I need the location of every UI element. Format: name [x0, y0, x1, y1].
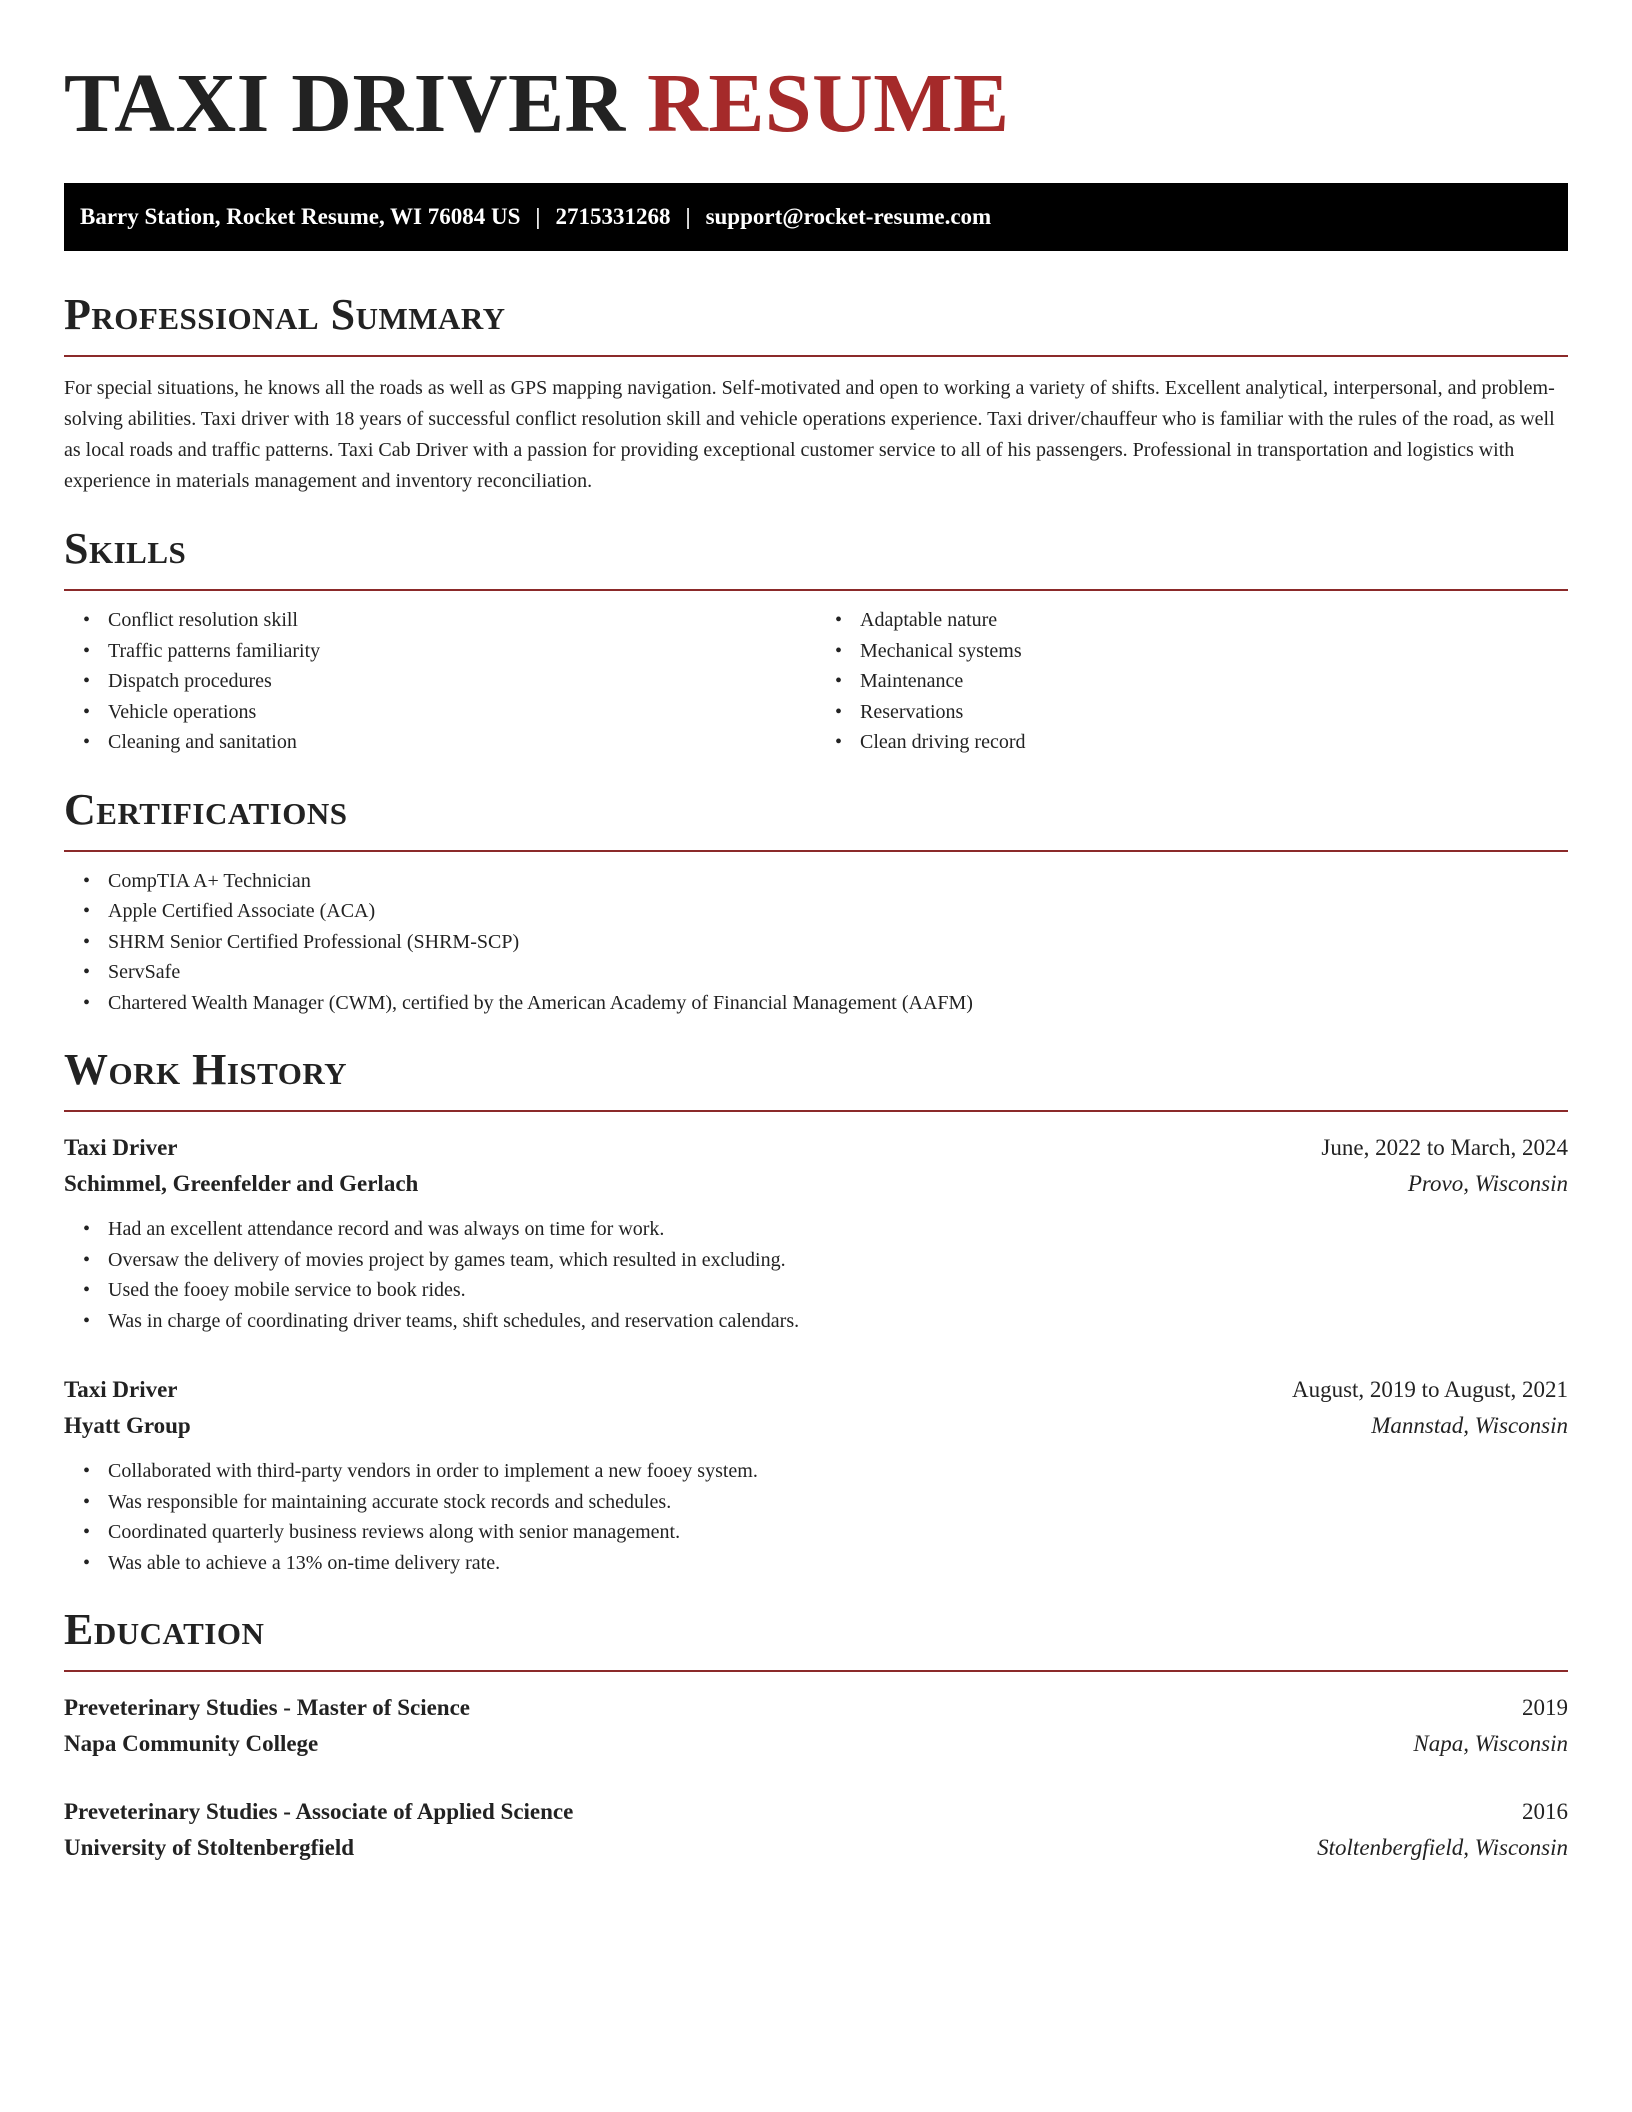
job-duties-list — [64, 1456, 1568, 1578]
certification-item: • ServSafe — [108, 957, 1568, 988]
education-entry — [64, 1690, 1568, 1762]
job-duties-list — [64, 1214, 1568, 1336]
work-history-section — [64, 1044, 1568, 1578]
title-main: TAXI DRIVER — [64, 57, 626, 150]
job-location: Provo, Wisconsin — [1407, 1171, 1568, 1196]
job-dates: August, 2019 to August, 2021 — [1291, 1377, 1568, 1402]
skill-item: • Conflict resolution skill — [108, 605, 816, 636]
job-duty-item: • Used the fooey mobile service to book rides. — [108, 1275, 1568, 1306]
skill-item: • Clean driving record — [860, 727, 1568, 758]
job-duty-item: • Oversaw the delivery of movies project by games team, which resulted in excluding. — [108, 1245, 1568, 1276]
resume-title — [64, 58, 1568, 150]
certification-item: • Apple Certified Associate (ACA) — [108, 896, 1568, 927]
skill-item: • Mechanical systems — [860, 636, 1568, 667]
job-location: Mannstad, Wisconsin — [1371, 1413, 1568, 1438]
contact-separator: | — [685, 204, 691, 229]
skill-item: • Reservations — [860, 697, 1568, 728]
certification-item: • SHRM Senior Certified Professional (SHRM-SCP) — [108, 927, 1568, 958]
skill-item: • Dispatch procedures — [108, 666, 816, 697]
education-section — [64, 1604, 1568, 1866]
education-entry — [64, 1794, 1568, 1866]
job-company: Schimmel, Greenfelder and Gerlach — [64, 1171, 419, 1196]
section-heading-summary: Professional Summary — [64, 290, 506, 339]
job-duty-item: • Was responsible for maintaining accurate stock records and schedules. — [108, 1487, 1568, 1518]
education-degree-row — [64, 1794, 1568, 1830]
job-dates: June, 2022 to March, 2024 — [1321, 1135, 1568, 1160]
job-entry — [64, 1372, 1568, 1578]
job-duty-item: • Had an excellent attendance record and was always on time for work. — [108, 1214, 1568, 1245]
job-duty-item: • Was in charge of coordinating driver teams, shift schedules, and reservation calendars. — [108, 1306, 1568, 1337]
section-divider — [64, 1110, 1568, 1112]
education-school-row — [64, 1726, 1568, 1762]
education-degree: Preveterinary Studies - Associate of Applied Science — [64, 1799, 574, 1824]
job-header-row — [64, 1130, 1568, 1166]
skill-item: • Cleaning and sanitation — [108, 727, 816, 758]
skills-grid — [64, 605, 1568, 758]
job-duty-item: • Coordinated quarterly business reviews along with senior management. — [108, 1517, 1568, 1548]
contact-separator: | — [535, 204, 541, 229]
job-company-row — [64, 1408, 1568, 1444]
section-heading-skills: Skills — [64, 524, 187, 573]
summary-text: For special situations, he knows all the roads as well as GPS mapping navigation. Self-motivated and open to working a variety of shifts. Excellent analytical, interpersonal, and problem-solving abilities. Taxi driver with 18 years of successful conflict resolution skill and vehicle operations experience. Taxi driver/chauffeur who is familiar with the rules of the road, as well as local roads and traffic patterns. Taxi Cab Driver with a passion for providing exceptional customer service to all of his passengers. Professional in transportation and logistics with experience in materials management and inventory reconciliation. — [64, 377, 1555, 492]
section-divider — [64, 355, 1568, 357]
education-location: Stoltenbergfield, Wisconsin — [1317, 1835, 1568, 1860]
education-school: University of Stoltenbergfield — [64, 1835, 355, 1860]
job-company: Hyatt Group — [64, 1413, 191, 1438]
skill-item: • Adaptable nature — [860, 605, 1568, 636]
contact-address: Barry Station, Rocket Resume, WI 76084 US — [80, 204, 521, 229]
job-duty-item: • Was able to achieve a 13% on-time delivery rate. — [108, 1548, 1568, 1579]
skills-list-left — [64, 605, 816, 758]
section-divider — [64, 850, 1568, 852]
job-entry — [64, 1130, 1568, 1336]
education-degree: Preveterinary Studies - Master of Science — [64, 1695, 471, 1720]
section-heading-education: Education — [64, 1605, 265, 1654]
job-company-row — [64, 1166, 1568, 1202]
contact-bar — [64, 183, 1568, 251]
job-title: Taxi Driver — [64, 1377, 178, 1402]
certifications-section — [64, 784, 1568, 1019]
contact-phone: 2715331268 — [555, 204, 671, 229]
education-school: Napa Community College — [64, 1731, 319, 1756]
education-location: Napa, Wisconsin — [1413, 1731, 1568, 1756]
certification-item: • CompTIA A+ Technician — [108, 866, 1568, 897]
section-heading-certifications: Certifications — [64, 784, 348, 834]
section-divider — [64, 589, 1568, 591]
skills-list-right — [816, 605, 1568, 758]
certifications-list — [64, 866, 1568, 1019]
skill-item: • Maintenance — [860, 666, 1568, 697]
job-title: Taxi Driver — [64, 1135, 178, 1160]
skills-section — [64, 523, 1568, 758]
skill-item: • Traffic patterns familiarity — [108, 636, 816, 667]
education-degree-row — [64, 1690, 1568, 1726]
contact-email: support@rocket-resume.com — [705, 204, 992, 229]
job-duty-item: • Collaborated with third-party vendors in order to implement a new fooey system. — [108, 1456, 1568, 1487]
education-year: 2019 — [1522, 1695, 1568, 1720]
education-school-row — [64, 1830, 1568, 1866]
certification-item: • Chartered Wealth Manager (CWM), certified by the American Academy of Financial Management (AAFM) — [108, 988, 1568, 1019]
section-divider — [64, 1670, 1568, 1672]
job-header-row — [64, 1372, 1568, 1408]
title-accent: RESUME — [647, 57, 1010, 150]
section-heading-work-history: Work History — [64, 1045, 348, 1094]
summary-section — [64, 289, 1568, 497]
skill-item: • Vehicle operations — [108, 697, 816, 728]
education-year: 2016 — [1522, 1799, 1568, 1824]
